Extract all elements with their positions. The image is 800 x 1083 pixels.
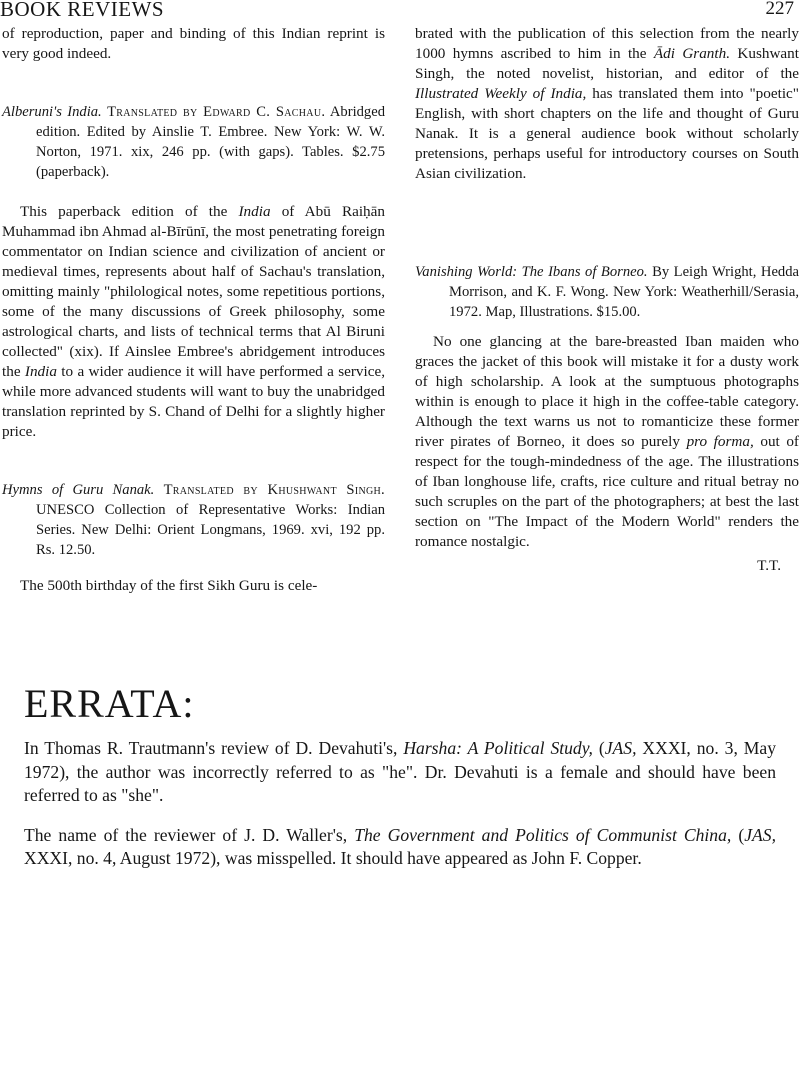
italic-title: The Government and Politics of Communist China,	[354, 824, 732, 845]
translator-credit: Translated by Edward C. Sachau.	[107, 104, 326, 120]
body-text: of Abū Raiḥān Muhammad ibn Ahmad al-Bīrūnī, the most penetrating foreign commentator on Indian science and civilization of ancient or medieval times, represents about half of Sachau's translation, omitting mainly "philological notes, some repetitious portions, some of the many discussions of Greek philosophy, some astrological charts, and lists of technical terms that Al Biruni collected" (xix). If Ainslee Embree's abridgement introduces the	[2, 203, 385, 380]
review-body-guru-nanak-start: The 500th birthday of the first Sikh Guru is cele-	[20, 577, 318, 594]
errata-text: XXXI, no. 4, August 1972), was misspelled. It should have appeared as John F. Copper.	[24, 848, 642, 868]
errata-text: The name of the reviewer of J. D. Waller's,	[24, 824, 355, 845]
body-text: This paperback edition of the	[20, 203, 239, 220]
errata-item-2	[24, 824, 776, 871]
italic-title: Harsha: A Political Study,	[403, 738, 593, 758]
italic-title: Illustrated Weekly of India,	[415, 85, 587, 102]
continued-paragraph: of reproduction, paper and binding of this Indian reprint is very good indeed.	[2, 25, 385, 62]
book-title: Hymns of Guru Nanak.	[2, 482, 155, 498]
review-citation-alberuni	[2, 102, 385, 182]
publication-details: By Leigh Wright, Hedda Morrison, and K. F. Wong. New York: Weatherhill/Serasia, 1972. Map, Illustrations. $15.00.	[449, 264, 799, 320]
italic-journal: JAS,	[744, 824, 776, 845]
errata-text: (	[731, 824, 745, 845]
body-text: out of respect for the tough-mindedness of the age. The illustrations of Iban longhouse life, crafts, rice culture and ritual betray no such scruples on the part of the photographers; at best the last section on "The Impact of the Modern World" renders the romance nostalgic.	[415, 433, 799, 550]
review-citation-vanishing-world	[415, 262, 799, 322]
right-column	[415, 24, 799, 576]
book-title: Vanishing World: The Ibans of Borneo.	[415, 264, 648, 280]
review-body-guru-nanak-continued	[415, 24, 799, 184]
review-body-alberuni	[2, 202, 385, 442]
errata-heading: ERRATA:	[24, 681, 195, 726]
errata-text: In Thomas R. Trautmann's review of D. Devahuti's,	[24, 738, 404, 758]
italic-title: Ādi Granth.	[653, 45, 731, 62]
errata-item-1	[24, 737, 776, 808]
page-number: 227	[765, 0, 794, 19]
errata-text: XXXI, no. 3, May 1972), the author was incorrectly referred to as "he". Dr. Devahuti is a female and should have been referred to as "she".	[24, 738, 777, 805]
italic-title: India	[24, 363, 57, 380]
errata-section	[24, 737, 776, 887]
italic-phrase: pro forma,	[686, 433, 754, 450]
body-text: has translated them into "poetic" English, with short chapters on the life and thought of Guru Nanak. It is a general audience book without scholarly pretensions, perhaps useful for introductory courses on South Asian civilization.	[415, 85, 799, 182]
book-title: Alberuni's India.	[2, 104, 102, 120]
body-text: No one glancing at the bare-breasted Iban maiden who graces the jacket of this book will mistake it for a dusty work of high scholarship. A look at the sumptuous photographs within is enough to place it high in the coffee-table category. Although the text warns us not to romanticize these former river pirates of Borneo, it does so purely	[415, 333, 799, 450]
publication-details: Abridged edition. Edited by Ainslie T. Embree. New York: W. W. Norton, 1971. xix, 246 pp. (with gaps). Tables. $2.75 (paperback).	[36, 104, 385, 180]
left-column	[2, 24, 385, 596]
reviewer-signature: T.T.	[757, 557, 781, 574]
publication-details: UNESCO Collection of Representative Works: Indian Series. New Delhi: Orient Longmans, 1969. xvi, 192 pp. Rs. 12.50.	[36, 502, 385, 558]
italic-journal: JAS,	[604, 738, 637, 758]
body-text: Kushwant Singh, the noted novelist, historian, and editor of the	[415, 45, 799, 82]
review-citation-guru-nanak	[2, 480, 385, 560]
page-header	[0, 0, 800, 22]
running-title: BOOK REVIEWS	[0, 0, 165, 21]
errata-text: (	[592, 738, 605, 758]
review-body-vanishing-world	[415, 332, 799, 552]
italic-title: India	[238, 203, 271, 220]
translator-credit: Translated by Khushwant Singh.	[163, 482, 385, 498]
body-text: brated with the publication of this selection from the nearly 1000 hymns ascribed to him in the	[415, 25, 799, 62]
body-text: to a wider audience it will have performed a service, while more advanced students will want to buy the unabridged translation reprinted by S. Chand of Delhi for a slightly higher price.	[2, 363, 386, 440]
